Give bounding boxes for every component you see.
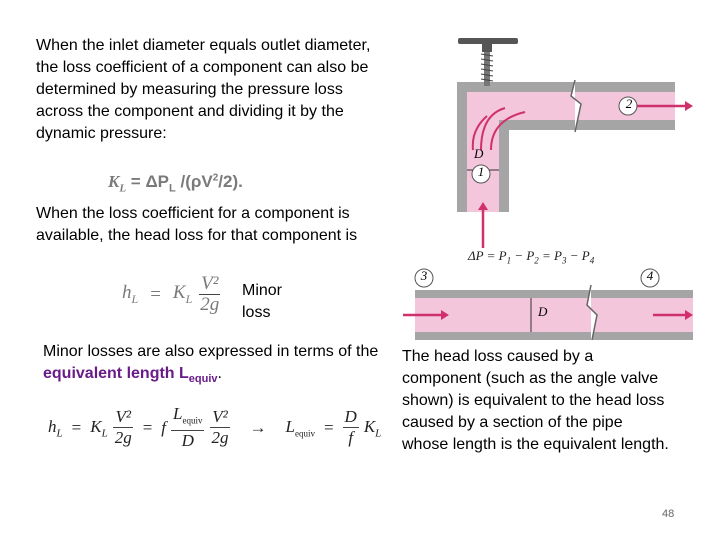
fraction-denominator: 2g: [200, 294, 220, 315]
fraction-3: [209, 407, 230, 448]
fraction-3-numerator: V²: [212, 407, 228, 427]
label-1: 1: [477, 164, 485, 179]
fraction-2: [171, 404, 204, 451]
fraction-numerator: V²: [201, 273, 219, 294]
velocity-head-fraction: [198, 274, 221, 315]
kl-symbol: K: [172, 282, 186, 304]
pl-subscript: L: [169, 182, 176, 195]
kl-symbol: K: [90, 416, 102, 436]
equals-sign-1: =: [71, 417, 82, 437]
equals-sign-3: =: [323, 417, 334, 437]
angle-valve-figure: [395, 20, 695, 340]
fraction-1: [113, 407, 134, 448]
label-3: 3: [420, 268, 428, 283]
equivalent-length-equation: [48, 404, 381, 451]
fraction-3-denominator: 2g: [211, 428, 229, 448]
fraction-4: [343, 407, 359, 448]
fraction-1-numerator: V²: [115, 407, 131, 427]
equiv-highlight: equivalent length L: [43, 365, 189, 382]
label-4: 4: [646, 268, 654, 283]
implies-arrow: →: [249, 417, 267, 437]
valve-handle: [458, 38, 518, 86]
v-exponent: 2: [212, 172, 219, 184]
rho-v: /(ρV: [175, 172, 213, 191]
label-d-top: D: [474, 146, 484, 161]
equals-sign-2: =: [142, 417, 153, 437]
lequiv-symbol: L: [285, 417, 295, 436]
page-number: 48: [662, 508, 675, 520]
friction-factor: f: [161, 417, 167, 437]
equivalent-length-paragraph: [43, 341, 383, 390]
hl-symbol: h: [122, 282, 132, 304]
pressure-drop-equation: $\Delta P = P_1 - P_2 = P_3 - P_4$: [468, 248, 595, 266]
hl-symbol: h: [48, 416, 57, 436]
label-d-bottom: D: [538, 304, 548, 319]
figure-caption: The head loss caused by a component (such as the angle valve shown) is equivalent to the head loss caused by a section of the pipe whose length is the equivalent length.: [402, 348, 669, 453]
kl-symbol: K: [108, 172, 120, 191]
fraction-2-numerator: $L_{equiv}$: [171, 404, 204, 431]
kl-subscript-2: L: [375, 426, 382, 439]
head-loss-paragraph: When the loss coefficient for a component is available, the head loss for that component is: [36, 205, 358, 244]
formula-tail: /2).: [218, 172, 243, 191]
equiv-text: Minor losses are also expressed in terms of the: [43, 343, 379, 360]
lequiv-subscript: equiv: [294, 428, 315, 439]
kl-definition-formula: [108, 172, 243, 194]
straight-pipe: [415, 285, 693, 340]
kl-subscript: L: [185, 291, 193, 306]
intro-paragraph: When the inlet diameter equals outlet diameter, the loss coefficient of a component can also be determined by measuring the pressure loss across the component and dividing it by the dynamic pressure:: [36, 37, 371, 142]
equals-sign: =: [150, 283, 161, 305]
fraction-1-denominator: 2g: [114, 428, 132, 448]
equiv-subscript: equiv: [188, 373, 218, 386]
equiv-period: .: [217, 365, 222, 382]
kl-subscript: L: [119, 182, 127, 195]
delta-p: = ΔP: [126, 172, 170, 191]
head-loss-equation: [122, 274, 221, 315]
elbow-pipe: [457, 80, 675, 212]
hl-subscript: L: [131, 291, 139, 306]
fraction-2-denominator: D: [181, 431, 194, 451]
fraction-4-numerator: D: [344, 407, 357, 427]
hl-subscript: L: [56, 426, 63, 439]
kl-symbol-2: K: [363, 416, 376, 436]
minor-loss-label: Minor loss: [242, 282, 283, 321]
kl-subscript: L: [101, 426, 108, 439]
fraction-4-denominator: f: [348, 428, 354, 448]
label-2: 2: [625, 96, 633, 111]
